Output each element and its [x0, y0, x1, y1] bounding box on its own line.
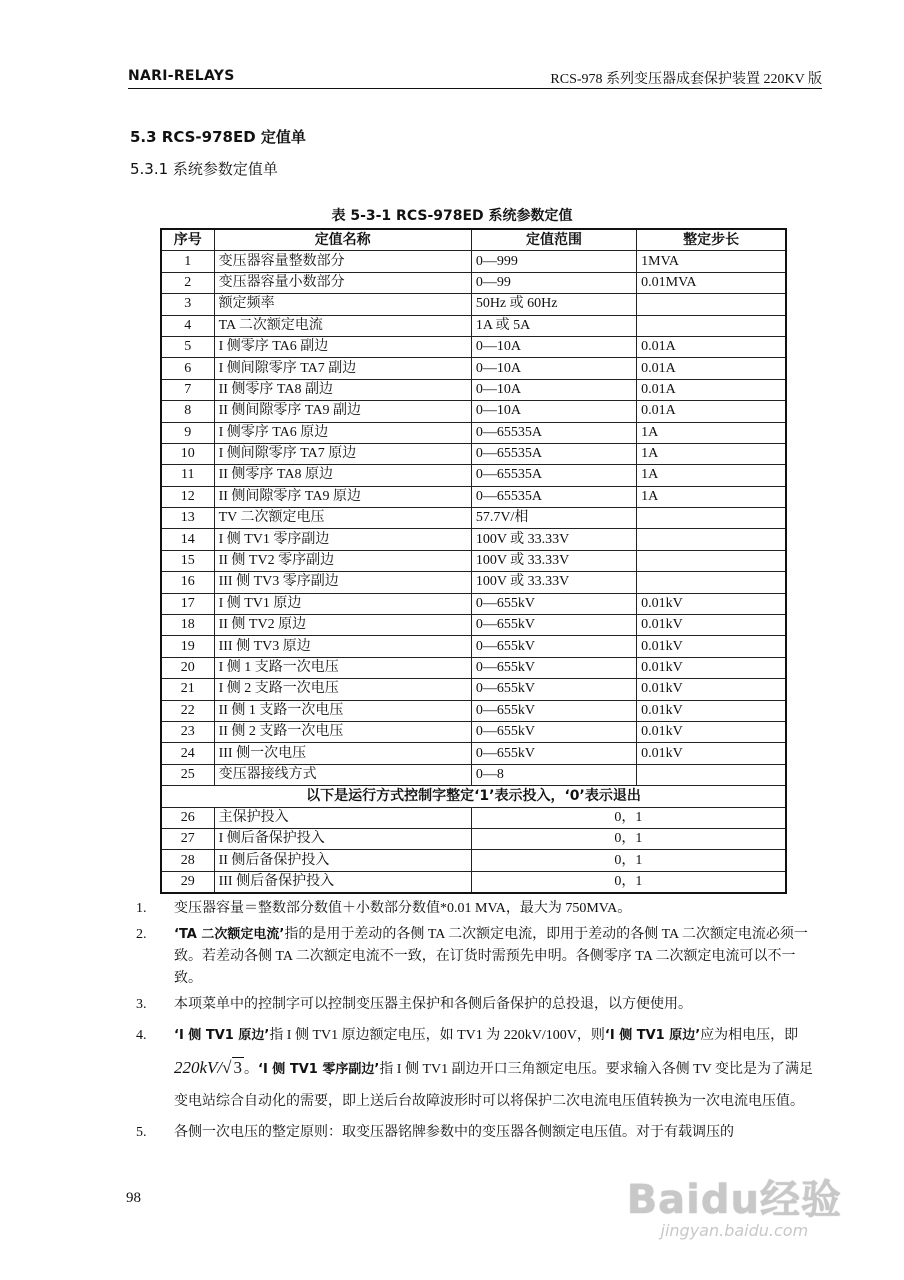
note-number: 1.: [136, 901, 147, 916]
table-row: [161, 871, 786, 893]
table-row: [161, 572, 786, 593]
table-cell: 0.01A: [637, 358, 786, 379]
table-cell: [637, 572, 786, 593]
table-header-row: [161, 229, 786, 251]
table-cell: I 侧 2 支路一次电压: [214, 679, 471, 700]
table-cell: 5: [161, 336, 214, 357]
table-cell: 13: [161, 508, 214, 529]
table-cell: 0.01A: [637, 379, 786, 400]
table-cell: 20: [161, 657, 214, 678]
table-cell: 0—65535A: [471, 486, 636, 507]
table-cell: 0.01A: [637, 401, 786, 422]
table-cell: I 侧间隙零序 TA7 副边: [214, 358, 471, 379]
table-row: [161, 807, 786, 828]
table-row: [161, 700, 786, 721]
note-text: 应为相电压，即: [700, 1028, 799, 1043]
table-cell: II 侧 1 支路一次电压: [214, 700, 471, 721]
table-row: [161, 721, 786, 742]
sqrt-symbol: √: [222, 1058, 232, 1077]
note-text: 。: [244, 1062, 258, 1077]
table-cell: 15: [161, 550, 214, 571]
table-cell: 21: [161, 679, 214, 700]
table-cell: III 侧后备保护投入: [214, 871, 471, 893]
table-cell: 1: [161, 251, 214, 272]
table-cell: II 侧后备保护投入: [214, 850, 471, 871]
table-row: [161, 294, 786, 315]
table-cell: 7: [161, 379, 214, 400]
table-cell: II 侧间隙零序 TA9 副边: [214, 401, 471, 422]
note-number: 3.: [136, 997, 147, 1012]
table-cell: I 侧零序 TA6 副边: [214, 336, 471, 357]
table-cell: TV 二次额定电压: [214, 508, 471, 529]
formula-value: 220kV/: [174, 1058, 223, 1077]
note-text: 指 I 侧 TV1 副边开口三角额定电压。要求输入各侧 TV 变比是为了满足变电站综合自动化的需要，即上送后台故障波形时可以将保护二次电流电压值转换为一次电流电压值。: [174, 1062, 814, 1109]
table-row: [161, 422, 786, 443]
table-cell: 0—8: [471, 764, 636, 785]
table-row: [161, 315, 786, 336]
table-cell: I 侧后备保护投入: [214, 828, 471, 849]
table-row: [161, 443, 786, 464]
table-cell: III 侧 TV3 原边: [214, 636, 471, 657]
note-item: [136, 1122, 822, 1144]
table-row: [161, 550, 786, 571]
table-row: [161, 401, 786, 422]
table-cell: 9: [161, 422, 214, 443]
table-cell: 0—999: [471, 251, 636, 272]
note-item: [136, 898, 822, 920]
table-cell: [637, 294, 786, 315]
table-cell: 0—655kV: [471, 636, 636, 657]
table-cell: II 侧 2 支路一次电压: [214, 721, 471, 742]
table-cell: [637, 529, 786, 550]
table-cell: 24: [161, 743, 214, 764]
table-cell: I 侧零序 TA6 原边: [214, 422, 471, 443]
table-row-merged: [161, 786, 786, 807]
notes-list: [136, 898, 822, 1148]
table-cell: 2: [161, 272, 214, 293]
table-cell: III 侧一次电压: [214, 743, 471, 764]
table-cell: 19: [161, 636, 214, 657]
table-cell: 14: [161, 529, 214, 550]
table-cell: 0，1: [471, 807, 786, 828]
table-cell: TA 二次额定电流: [214, 315, 471, 336]
table-cell: 变压器容量小数部分: [214, 272, 471, 293]
table-cell: [637, 315, 786, 336]
document-title: RCS-978 系列变压器成套保护装置 220KV 版: [550, 72, 822, 87]
table-cell: 0—655kV: [471, 593, 636, 614]
table-cell: 6: [161, 358, 214, 379]
table-cell: [637, 550, 786, 571]
table-cell: 0.01kV: [637, 721, 786, 742]
table-body-control: [161, 786, 786, 807]
note-item: [136, 1020, 822, 1118]
table-cell: 18: [161, 615, 214, 636]
note-text: 指的是用于差动的各侧 TA 二次额定电流，即用于差动的各侧 TA 二次额定电流必须一致。若差动各侧 TA 二次额定电流不一致，在订货时需预先申明。各侧零序 TA 二次额定电流可以不一致。: [174, 927, 808, 986]
table-cell: II 侧零序 TA8 原边: [214, 465, 471, 486]
table-cell: 0—655kV: [471, 657, 636, 678]
formula-root: 3: [233, 1058, 242, 1077]
note-item: [136, 924, 822, 990]
table-cell: 100V 或 33.33V: [471, 529, 636, 550]
table-cell: 0，1: [471, 828, 786, 849]
table-cell: 1A 或 5A: [471, 315, 636, 336]
watermark-url: jingyan.baidu.com: [660, 1221, 809, 1240]
note-text: 各侧一次电压的整定原则：取变压器铭牌参数中的变压器各侧额定电压值。对于有载调压的: [174, 1125, 734, 1140]
table-row: [161, 508, 786, 529]
note-item: [136, 994, 822, 1016]
table-cell: 3: [161, 294, 214, 315]
baidu-watermark: [627, 1168, 842, 1240]
table-cell: I 侧间隙零序 TA7 原边: [214, 443, 471, 464]
table-cell: 0—65535A: [471, 443, 636, 464]
table-cell: 0.01kV: [637, 700, 786, 721]
table-cell: II 侧间隙零序 TA9 原边: [214, 486, 471, 507]
table-cell: I 侧 TV1 零序副边: [214, 529, 471, 550]
table-cell: 1A: [637, 465, 786, 486]
table-cell: 0—655kV: [471, 700, 636, 721]
table-cell: 17: [161, 593, 214, 614]
table-cell: 29: [161, 871, 214, 893]
table-cell: 0.01kV: [637, 615, 786, 636]
table-cell: 0—655kV: [471, 615, 636, 636]
note-text: 变压器容量＝整数部分数值＋小数部分数值*0.01 MVA，最大为 750MVA。: [174, 901, 632, 916]
table-cell: 0—65535A: [471, 422, 636, 443]
table-cell: 1A: [637, 422, 786, 443]
system-parameter-table: [160, 228, 787, 894]
table-cell: 0.01kV: [637, 636, 786, 657]
table-row: [161, 636, 786, 657]
brand-logo-text: NARI-RELAYS: [128, 68, 235, 84]
table-cell: 4: [161, 315, 214, 336]
table-row: [161, 593, 786, 614]
table-cell: 1A: [637, 443, 786, 464]
column-header: 定值名称: [214, 229, 471, 251]
note-number: 5.: [136, 1125, 147, 1140]
page-header: [128, 66, 822, 89]
table-cell: 0—10A: [471, 336, 636, 357]
table-row: [161, 465, 786, 486]
table-row: [161, 251, 786, 272]
table-cell: 0—10A: [471, 358, 636, 379]
note-term: ‘I 侧 TV1 原边’: [174, 1028, 270, 1043]
table-row: [161, 336, 786, 357]
table-row: [161, 615, 786, 636]
table-cell: 0，1: [471, 871, 786, 893]
table-cell: 0.01MVA: [637, 272, 786, 293]
table-cell: 50Hz 或 60Hz: [471, 294, 636, 315]
table-row: [161, 764, 786, 785]
table-cell: III 侧 TV3 零序副边: [214, 572, 471, 593]
table-cell: 1MVA: [637, 251, 786, 272]
table-cell: 26: [161, 807, 214, 828]
table-row: [161, 850, 786, 871]
table-cell: 主保护投入: [214, 807, 471, 828]
table-cell: I 侧 TV1 原边: [214, 593, 471, 614]
note-text: 本项菜单中的控制字可以控制变压器主保护和各侧后备保护的总投退，以方便使用。: [174, 997, 692, 1012]
table-cell: 57.7V/相: [471, 508, 636, 529]
table-row: [161, 828, 786, 849]
table-body: [161, 251, 786, 786]
subsection-heading: 5.3.1 系统参数定值单: [130, 160, 278, 178]
table-cell: 0—10A: [471, 401, 636, 422]
note-term: ‘TA 二次额定电流’: [174, 927, 285, 942]
table-cell: 0—10A: [471, 379, 636, 400]
table-cell: II 侧 TV2 原边: [214, 615, 471, 636]
table-cell: 27: [161, 828, 214, 849]
table-cell: 28: [161, 850, 214, 871]
table-row: [161, 679, 786, 700]
table-cell: II 侧 TV2 零序副边: [214, 550, 471, 571]
control-word-note: 以下是运行方式控制字整定‘1’表示投入，‘0’表示退出: [161, 786, 786, 807]
table-cell: 0.01A: [637, 336, 786, 357]
column-header: 整定步长: [637, 229, 786, 251]
column-header: 定值范围: [471, 229, 636, 251]
table-cell: 0.01kV: [637, 679, 786, 700]
table-cell: 22: [161, 700, 214, 721]
table-cell: 11: [161, 465, 214, 486]
table-cell: I 侧 1 支路一次电压: [214, 657, 471, 678]
table-row: [161, 379, 786, 400]
table-cell: 变压器接线方式: [214, 764, 471, 785]
page-number: 98: [126, 1190, 141, 1206]
table-cell: 1A: [637, 486, 786, 507]
table-cell: 100V 或 33.33V: [471, 550, 636, 571]
table-cell: 8: [161, 401, 214, 422]
note-term: ‘I 侧 TV1 零序副边’: [258, 1062, 380, 1077]
table-row: [161, 657, 786, 678]
note-number: 4.: [136, 1028, 147, 1043]
table-cell: 25: [161, 764, 214, 785]
table-cell: [637, 508, 786, 529]
table-body-switches: [161, 807, 786, 893]
table-cell: 100V 或 33.33V: [471, 572, 636, 593]
section-heading: 5.3 RCS-978ED 定值单: [130, 128, 306, 146]
table-cell: 0—655kV: [471, 679, 636, 700]
table-cell: 变压器容量整数部分: [214, 251, 471, 272]
table-row: [161, 743, 786, 764]
table-caption: 表 5-3-1 RCS-978ED 系统参数定值: [331, 208, 573, 224]
table-cell: 10: [161, 443, 214, 464]
table-cell: 16: [161, 572, 214, 593]
watermark-logo: Baidu经验: [626, 1177, 842, 1223]
table-row: [161, 272, 786, 293]
table-row: [161, 486, 786, 507]
table-cell: 0—655kV: [471, 743, 636, 764]
note-term: ‘I 侧 TV1 原边’: [604, 1028, 701, 1043]
table-cell: 额定频率: [214, 294, 471, 315]
column-header: 序号: [161, 229, 214, 251]
table-row: [161, 529, 786, 550]
voltage-formula: [174, 1057, 244, 1077]
table-row: [161, 358, 786, 379]
table-cell: 0—655kV: [471, 721, 636, 742]
table-cell: 12: [161, 486, 214, 507]
note-number: 2.: [136, 927, 147, 942]
table-cell: 0.01kV: [637, 657, 786, 678]
note-text: 指 I 侧 TV1 原边额定电压，如 TV1 为 220kV/100V，则: [269, 1028, 605, 1043]
table-cell: 0.01kV: [637, 593, 786, 614]
table-cell: 0—65535A: [471, 465, 636, 486]
table-cell: 0，1: [471, 850, 786, 871]
table-cell: II 侧零序 TA8 副边: [214, 379, 471, 400]
table-cell: 0.01kV: [637, 743, 786, 764]
table-cell: 0—99: [471, 272, 636, 293]
table-cell: 23: [161, 721, 214, 742]
table-cell: [637, 764, 786, 785]
